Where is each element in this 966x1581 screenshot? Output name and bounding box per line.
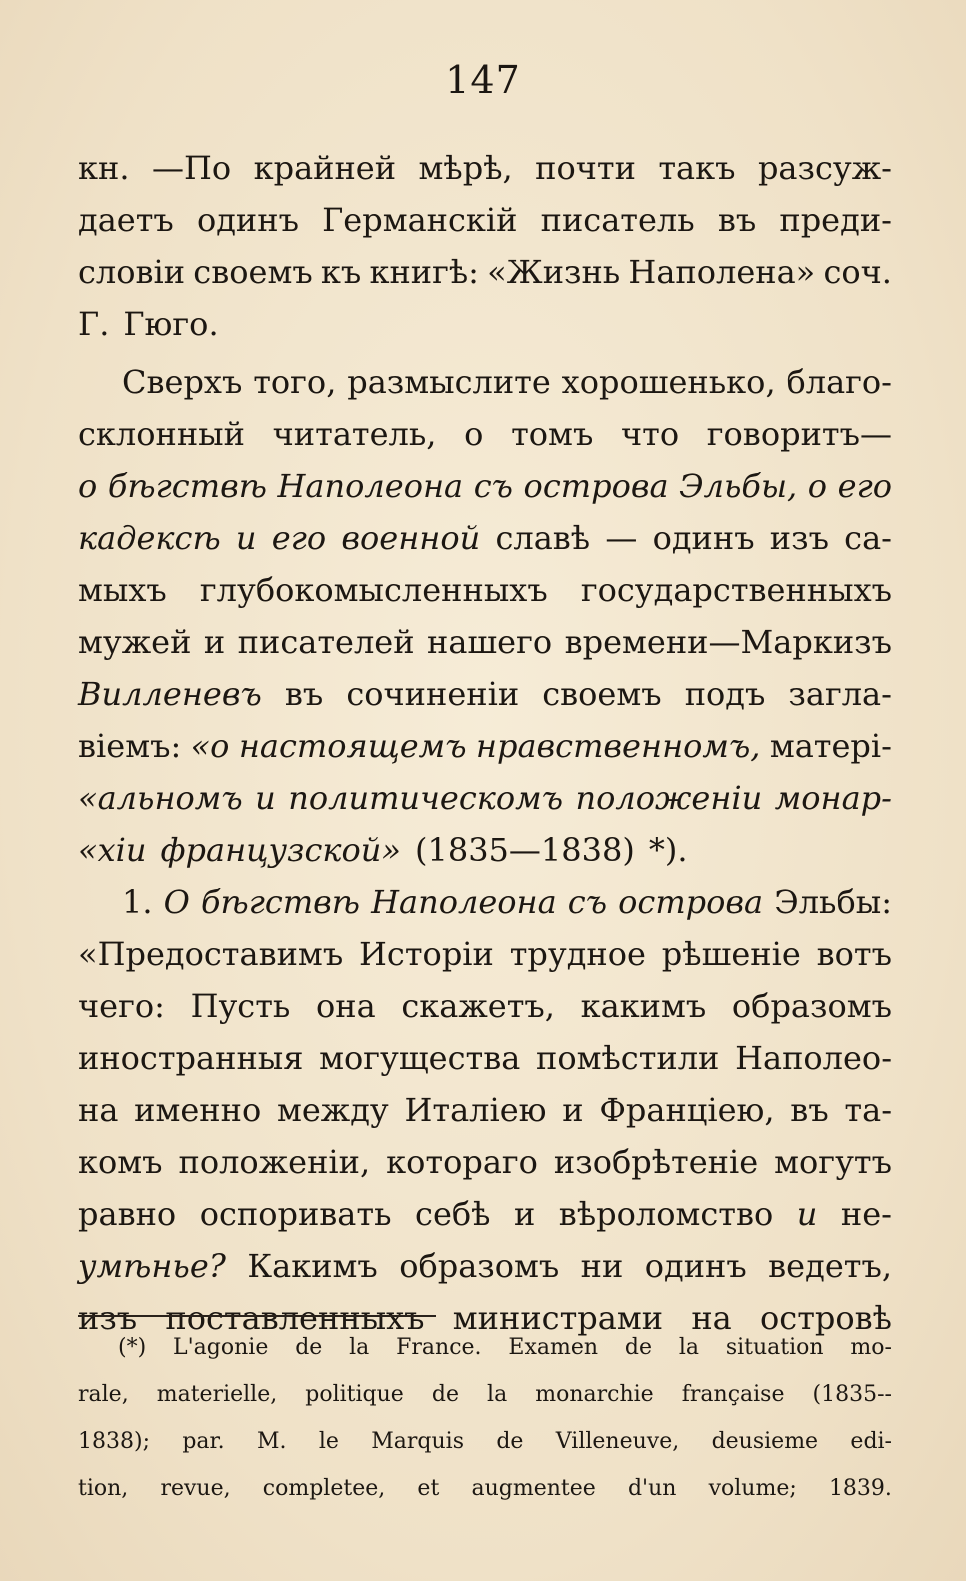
word: государственныхъ xyxy=(580,571,892,609)
word: острова xyxy=(523,467,669,505)
text-line xyxy=(78,356,892,408)
word: положеніи, xyxy=(178,1143,371,1181)
word: преди- xyxy=(779,201,892,239)
text-line xyxy=(78,194,892,246)
word: военной xyxy=(341,519,481,557)
word: о xyxy=(807,467,828,505)
word: нравственномъ, xyxy=(475,727,761,765)
word: иностранныя xyxy=(78,1039,304,1077)
word: читатель, xyxy=(272,415,437,453)
word: d'un xyxy=(627,1476,677,1501)
word: одинъ xyxy=(196,201,299,239)
word: «о xyxy=(190,727,230,765)
word: revue, xyxy=(160,1476,231,1501)
page-number: 147 xyxy=(445,58,521,102)
word: въ xyxy=(717,201,757,239)
word: volume; xyxy=(708,1476,797,1501)
word: tion, xyxy=(78,1476,129,1501)
word: въ xyxy=(790,1091,829,1129)
word: себѣ xyxy=(415,1195,491,1233)
word: mo- xyxy=(850,1335,892,1360)
word: ведетъ, xyxy=(768,1247,892,1285)
word: de xyxy=(431,1382,459,1407)
word: не- xyxy=(840,1195,892,1233)
word: —По xyxy=(151,149,232,187)
main-text xyxy=(78,142,892,1344)
text-line xyxy=(78,246,892,298)
word: матері- xyxy=(769,727,892,765)
word: нашего xyxy=(427,623,553,661)
word: и xyxy=(562,1091,584,1129)
word: какимъ xyxy=(580,987,707,1025)
word: мыхъ xyxy=(78,571,167,609)
word: она xyxy=(316,987,376,1025)
word: 1839. xyxy=(828,1476,892,1501)
word: образомъ xyxy=(399,1247,560,1285)
word: почти xyxy=(535,149,636,187)
word: крайней xyxy=(253,149,397,187)
word: бѣгствѣ xyxy=(107,467,267,505)
word: сочиненіи xyxy=(346,675,520,713)
word: completee, xyxy=(262,1476,386,1501)
word: Эльбы, xyxy=(679,467,798,505)
word: française xyxy=(681,1382,785,1407)
word: Наполеона xyxy=(371,883,557,921)
word: монар- xyxy=(774,779,892,817)
word: Г. xyxy=(78,305,110,343)
word: съ xyxy=(473,467,513,505)
word: къ xyxy=(320,253,362,291)
word: кн. xyxy=(78,149,130,187)
text-line xyxy=(78,298,892,350)
word: Examen xyxy=(508,1335,599,1360)
word: томъ xyxy=(511,415,594,453)
word: edi- xyxy=(850,1429,892,1454)
word: поставленныхъ xyxy=(165,1299,425,1337)
word: la xyxy=(349,1335,370,1360)
word: образомъ xyxy=(731,987,892,1025)
word: изъ xyxy=(769,519,829,557)
word: вотъ xyxy=(816,935,892,973)
word: 1. xyxy=(122,883,153,921)
word: Наполео- xyxy=(735,1039,892,1077)
footnote-line xyxy=(78,1324,892,1371)
text-line xyxy=(78,1084,892,1136)
word: Наполеона xyxy=(277,467,464,505)
text-line xyxy=(78,928,892,980)
word: говоритъ— xyxy=(706,415,892,453)
word: съ xyxy=(567,883,608,921)
word: materielle, xyxy=(156,1382,278,1407)
word: бѣгствѣ xyxy=(200,883,361,921)
footnote-line xyxy=(78,1371,892,1418)
word: и xyxy=(203,623,226,661)
word: Эльбы: xyxy=(774,883,892,921)
text-line xyxy=(78,564,892,616)
word: такъ xyxy=(658,149,736,187)
word: monarchie xyxy=(535,1382,654,1407)
word: са- xyxy=(844,519,892,557)
word: въ xyxy=(284,675,324,713)
word: того, xyxy=(253,363,337,401)
word: могущества xyxy=(319,1039,521,1077)
word: островѣ xyxy=(760,1299,892,1337)
word: подъ xyxy=(684,675,766,713)
word: умѣнье? xyxy=(78,1247,226,1285)
text-line xyxy=(78,1136,892,1188)
word: котораго xyxy=(386,1143,538,1181)
word: *). xyxy=(648,831,688,869)
word: помѣстили xyxy=(535,1039,720,1077)
word: Villeneuve, xyxy=(555,1429,680,1454)
word: и xyxy=(796,1195,818,1233)
word: Какимъ xyxy=(247,1247,378,1285)
footnote-line xyxy=(78,1418,892,1465)
footnote-line xyxy=(78,1465,892,1512)
word: писатель xyxy=(540,201,695,239)
footnote xyxy=(78,1324,892,1512)
text-line xyxy=(78,668,892,720)
word: Исторіи xyxy=(359,935,494,973)
text-line xyxy=(78,720,892,772)
text-line xyxy=(78,824,892,876)
word: вѣроломство xyxy=(558,1195,774,1233)
word: Наполена» xyxy=(628,253,816,291)
word: deusieme xyxy=(711,1429,819,1454)
word: и xyxy=(235,519,257,557)
word: віемъ: xyxy=(78,727,182,765)
text-line xyxy=(78,460,892,512)
word: о xyxy=(464,415,484,453)
word: книгѣ: xyxy=(369,253,479,291)
word: de xyxy=(496,1429,524,1454)
word: L'agonie xyxy=(173,1335,269,1360)
word: острова xyxy=(618,883,764,921)
word: рѣшеніе xyxy=(661,935,801,973)
word: комъ xyxy=(78,1143,163,1181)
word: rale, xyxy=(78,1382,129,1407)
word: par. xyxy=(182,1429,225,1454)
word: хорошенько, xyxy=(561,363,776,401)
word: славѣ xyxy=(495,519,591,557)
word: France. xyxy=(396,1335,482,1360)
word: «Предоставимъ xyxy=(78,935,344,973)
word: la xyxy=(678,1335,699,1360)
word: чего: xyxy=(78,987,165,1025)
word: (*) xyxy=(118,1335,147,1360)
word: 1838); xyxy=(78,1429,150,1454)
word: M. xyxy=(256,1429,287,1454)
word: французской» xyxy=(160,831,401,869)
word: «хіи xyxy=(78,831,147,869)
word: своемъ xyxy=(542,675,662,713)
word: situation xyxy=(725,1335,824,1360)
word: положеніи xyxy=(575,779,763,817)
word: одинъ xyxy=(652,519,755,557)
word: et xyxy=(417,1476,440,1501)
text-line xyxy=(78,142,892,194)
word: «альномъ xyxy=(78,779,243,817)
text-line xyxy=(78,408,892,460)
word: politique xyxy=(305,1382,404,1407)
word: его xyxy=(837,467,892,505)
word: Пусть xyxy=(190,987,291,1025)
word: благо- xyxy=(786,363,892,401)
text-line xyxy=(78,1032,892,1084)
word: — xyxy=(605,519,638,557)
word: О xyxy=(163,883,190,921)
word: разсуж- xyxy=(757,149,892,187)
word: его xyxy=(271,519,327,557)
word: мѣрѣ, xyxy=(418,149,513,187)
word: трудное xyxy=(509,935,646,973)
word: настоящемъ xyxy=(238,727,467,765)
word: соч. xyxy=(823,253,892,291)
word: (1835—1838) xyxy=(414,831,635,869)
word: и xyxy=(513,1195,536,1233)
word: Сверхъ xyxy=(122,363,243,401)
text-line xyxy=(78,616,892,668)
word: времени—Маркизъ xyxy=(564,623,892,661)
word: оспоривать xyxy=(199,1195,392,1233)
word: «Жизнь xyxy=(487,253,621,291)
word: о xyxy=(78,467,98,505)
footnote-rule xyxy=(78,1315,436,1317)
word: изъ xyxy=(78,1299,138,1337)
word: могутъ xyxy=(774,1143,892,1181)
word: загла- xyxy=(788,675,892,713)
text-line xyxy=(78,980,892,1032)
word: словіи xyxy=(78,253,186,291)
word: та- xyxy=(844,1091,892,1129)
word: именно xyxy=(134,1091,262,1129)
text-line xyxy=(78,772,892,824)
text-line xyxy=(78,1240,892,1292)
word: изобрѣтеніе xyxy=(553,1143,759,1181)
word: кадексѣ xyxy=(78,519,221,557)
word: писателей xyxy=(237,623,415,661)
text-line xyxy=(78,876,892,928)
word: глубокомысленныхъ xyxy=(199,571,548,609)
word: политическомъ xyxy=(288,779,564,817)
word: de xyxy=(624,1335,652,1360)
word: ни xyxy=(580,1247,624,1285)
word: на xyxy=(691,1299,732,1337)
word: de xyxy=(295,1335,323,1360)
word: le xyxy=(318,1429,339,1454)
word: одинъ xyxy=(644,1247,747,1285)
word: (1835-- xyxy=(812,1382,892,1407)
word: Вилленевъ xyxy=(78,675,262,713)
word: равно xyxy=(78,1195,177,1233)
word: между xyxy=(276,1091,389,1129)
word: Италіею xyxy=(404,1091,547,1129)
word: министрами xyxy=(452,1299,664,1337)
word: augmentee xyxy=(471,1476,596,1501)
word: и xyxy=(255,779,276,817)
text-line xyxy=(78,1188,892,1240)
word: размыслите xyxy=(347,363,551,401)
word: скажетъ, xyxy=(401,987,555,1025)
word: Франціею, xyxy=(599,1091,775,1129)
word: на xyxy=(78,1091,119,1129)
word: склонный xyxy=(78,415,245,453)
word: Германскій xyxy=(322,201,518,239)
word: даетъ xyxy=(78,201,174,239)
word: мужей xyxy=(78,623,192,661)
text-line xyxy=(78,512,892,564)
word: la xyxy=(487,1382,508,1407)
word: Гюго. xyxy=(123,305,219,343)
word: что xyxy=(620,415,680,453)
word: своемъ xyxy=(193,253,313,291)
word: Marquis xyxy=(371,1429,464,1454)
